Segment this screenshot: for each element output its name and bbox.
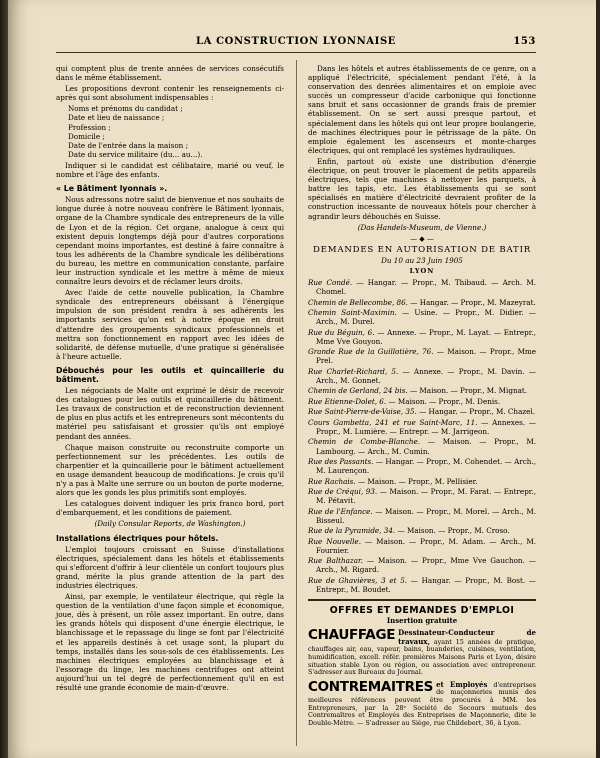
permit-details: — Annexe. — Propr., M. Layat. — Entrepr., Mme Vve Gouyon.: [316, 327, 536, 346]
ornament-diamond: — ◆ —: [410, 234, 434, 243]
permit-street: Rue de l'Enfance.: [308, 506, 373, 516]
heading-batiment: « Le Bâtiment lyonnais ».: [56, 184, 168, 194]
family-paragraph: Indiquer si le candidat est célibataire, marié ou veuf, le nombre et l'âge des enfants.: [56, 160, 284, 180]
permit-details: — Maison. — Propr., M. Farat. — Entrepr., M. Pétavit.: [316, 487, 537, 506]
permit-details: — Maison. — Propr., M. Pellisier.: [355, 476, 478, 486]
heading-installations: Installations électriques pour hôtels.: [56, 533, 219, 543]
permit-street: Rue des Passants.: [308, 457, 374, 467]
permit-street: Rue Charlet-Richard, 5.: [308, 366, 399, 376]
requirements-list: [68, 104, 284, 159]
debouches-paragraph-2: Chaque maison construite ou reconstruite comporte un perfectionnement sur les précédentes. Les outils de charpentier et la quincaillerie pour le bâtiment actuellement en usage demandent beaucoup de modifications. Je crois qu'il n'y a pas à Malte une serrure ou un bouton de porte moderne, alors que les gonds les plus primitifs sont employés.: [56, 442, 284, 498]
permit-street: Grande Rue de la Guillotière, 76.: [308, 347, 434, 357]
permit-details: — Maison. — Propr., M. Denis.: [386, 396, 501, 406]
permit-details: — Maison. — Propr., M. Morel. — Arch., M. Bisseul.: [316, 506, 536, 525]
header-rule: [56, 52, 536, 53]
heading-debouches: Débouchés pour les outils et quincaillerie du bâtiment.: [56, 365, 284, 384]
permit-details: — Hangar. — Propr., M. Bost. — Entrepr., M. Boudet.: [316, 575, 536, 594]
debouches-source: (Daily Consular Reports, de Washington.): [94, 519, 246, 529]
permit-entry: [308, 328, 536, 346]
permit-entry: [308, 418, 536, 436]
permit-entry: [308, 386, 536, 395]
permit-details: — Maison. — Propr., M. Mignat.: [407, 386, 528, 396]
column-rule: [296, 60, 297, 746]
permit-street: Chemin de Combe-Blanche.: [308, 437, 421, 447]
permit-entry: [308, 367, 536, 385]
list-item: Domicile ;: [68, 131, 105, 141]
permit-street: Rue de Créqui, 93.: [308, 487, 378, 497]
list-item: Profession ;: [68, 122, 111, 132]
ad-keyword: CONTREMAITRES: [308, 678, 434, 695]
right-column: [308, 64, 536, 731]
permit-street: Rue Condé.: [308, 278, 353, 288]
intro-paragraph: qui comptent plus de trente années de services consécutifs dans le même établissement.: [56, 64, 284, 83]
permit-details: — Annexes. — Propr., M. Lumière. — Entrepr. — M. Jarrigeon.: [316, 417, 536, 436]
permit-entry: [308, 457, 536, 475]
permit-entry: [308, 397, 536, 406]
demandes-date: Du 10 au 23 Juin 1905: [381, 255, 463, 265]
permit-details: — Maison. — Propr., M. Croso.: [395, 526, 510, 536]
permit-details: — Maison. — Propr., Mme Vve Gauchon. — Arch., M. Rigard.: [316, 556, 536, 575]
permit-details: — Maison. — Propr., M. Adam. — Arch., M. Fournier.: [316, 536, 536, 555]
offres-title: OFFRES ET DEMANDES D'EMPLOI: [329, 605, 515, 617]
permit-entry: [308, 278, 536, 296]
hotels-paragraph-1: Dans les hôtels et autres établissements de ce genre, on a appliqué l'électricité, spécialement pendant l'été, à la conservation des denrées alimentaires et on emploie avec succès un compresseur d'acide carbonique qui fonctionne sans bruit et sans occasionner de grands frais de premier établissement. On se sert aussi presque partout, et spécialement dans les hôtels qui ont leur propre boulangerie, de machines électriques pour le pétrissage de la pâte. On emploie également les ascenseurs et monte-charges électriques, qui ont remplacé les systèmes hydrauliques.: [308, 64, 536, 155]
permit-street: Rue de Ghavières, 3 et 5.: [308, 575, 408, 585]
city-heading: LYON: [409, 266, 435, 275]
demandes-title: DEMANDES EN AUTORISATION DE BATIR: [312, 244, 532, 255]
permit-details: — Hangar. — Propr., M. Cohendet. — Arch., M. Laurençon.: [316, 457, 536, 476]
ad-contremaitres: [308, 678, 536, 728]
hotels-paragraph-2: Enfin, partout où existe une distribution d'énergie électrique, on peut trouver le placement de petits appareils électriques, tels que machines à nettoyer les parquets, à battre les tapis, etc. Les établissements qui se sont spécialisés en matière d'électricité devraient profiter de la construction incessante de nouveaux hôtels pour chercher à agrandir leurs débouchés en Suisse.: [308, 156, 536, 221]
permit-entry: [308, 308, 536, 326]
permit-details: — Maison. — Propr., Mme Prel.: [316, 347, 536, 366]
permit-entry: [308, 437, 536, 455]
permit-street: Rue Saint-Pierre-de-Vaise, 35.: [308, 407, 417, 417]
list-item: Date du service militaire (du... au...).: [68, 149, 203, 159]
requirements-paragraph: Les propositions devront contenir les renseignements ci-après qui sont absolument indispensables :: [56, 84, 284, 103]
ad-chauffage: [308, 629, 536, 677]
permit-street: Rue Nouvelle.: [308, 536, 361, 546]
permit-street: Chemin de Gerland, 24 bis.: [308, 386, 408, 396]
list-item: Noms et prénoms du candidat ;: [68, 104, 183, 114]
permit-street: Chemin Saint-Maximin.: [308, 308, 397, 318]
offres-subtitle: Insertion gratuite: [386, 616, 458, 626]
permit-street: Rue de la Pyramide, 34.: [308, 526, 396, 536]
permit-entry: [308, 477, 536, 486]
permit-details: — Annexe. — Propr., M. Davin. — Arch., M. Gonnet.: [316, 366, 536, 385]
section-rule: [308, 599, 536, 601]
hotels-source: (Das Handels-Museum, de Vienne.): [357, 222, 487, 232]
permit-entry: [308, 526, 536, 535]
ad-lead: et Employés: [436, 679, 488, 689]
book-binding: [0, 0, 8, 758]
permit-entry: [308, 347, 536, 365]
permit-details: — Usine. — Propr., M. Didier. — Arch., M. Durel.: [316, 308, 536, 327]
left-column: [56, 64, 284, 694]
ad-keyword: CHAUFFAGE: [308, 627, 396, 644]
permit-entry: [308, 298, 536, 307]
permit-street: Rue Balthazar.: [308, 556, 363, 566]
running-header: [56, 36, 536, 50]
installations-paragraph-1: L'emploi toujours croissant en Suisse d'installations électriques, spécialement dans les hôtels et établissements qui s'efforcent d'offrir à leur clientèle un confort toujours plus grand, mérite la plus grande attention de la part des industries électriques.: [56, 544, 284, 590]
permit-list: [308, 278, 536, 594]
permit-street: Rue Rachais.: [308, 476, 356, 486]
list-item: Date et lieu de naissance ;: [68, 113, 165, 123]
ad-body: ayant 15 années de pratique, chauffages air, eau, vapeur, bains, buanderies, cuisines, ventilation, humidification, excell. référ. premières Maisons Paris et Lyon, désire situation stable Lyon ou région, ou association avec entrepreneur. S'adresser aux Bureaux du Journal.: [308, 637, 536, 677]
permit-entry: [308, 487, 536, 505]
permit-street: Rue du Béguin, 6.: [308, 327, 375, 337]
list-item: Date de l'entrée dans la maison ;: [68, 140, 188, 150]
permit-entry: [308, 507, 536, 525]
permit-entry: [308, 537, 536, 555]
permit-street: Rue Etienne-Dolet, 6.: [308, 396, 387, 406]
permit-details: — Maison. — Propr., M. Lambourg. — Arch., M. Cumin.: [316, 437, 536, 456]
debouches-paragraph-1: Les négociants de Malte ont exprimé le désir de recevoir des catalogues pour les outils et quincaillerie du bâtiment. Les travaux de construction et de reconstruction deviennent de plus en plus actifs et les entrepreneurs sont mécontents du matériel peu satisfaisant et grossier qu'ils ont employé pendant des années.: [56, 386, 284, 441]
permit-entry: [308, 407, 536, 416]
permit-street: Cours Gambetta, 241 et rue Saint-Marc, 11.: [308, 417, 478, 427]
permit-details: — Hangar. — Propr., M. Thibaud. — Arch. M. Chomel.: [316, 278, 536, 297]
page-number: 153: [513, 36, 536, 47]
permit-entry: [308, 576, 536, 594]
batiment-paragraph-2: Avec l'aide de cette nouvelle publication, la Chambre syndicale des entrepreneurs obéissant à l'énergique impulsion de son président rendra à ses adhérents les importants services qu'on est à notre époque en droit d'attendre des groupements syndicaux professionnels et mettra son fonctionnement en rapport avec les idées de solidarité, de défense mutuelle, d'une pratique si généralisée à l'heure actuelle.: [56, 288, 284, 361]
batiment-paragraph-1: Nous adressons notre salut de bienvenue et nos souhaits de longue durée à notre nouveau confrère le Bâtiment lyonnais, organe de la Chambre syndicale des entrepreneurs de la ville de Lyon et de la région. Cet organe, analogue à ceux qui existent depuis longtemps déjà pour d'autres corporations cependant moins importantes, est destiné à faire connaître à tous les adhérents de la Chambre syndicale les délibérations du bureau, les mettre en communication constante, parfaire leur instruction syndicale et les mettre à même de mieux connaître leurs devoirs et de réclamer leurs droits.: [56, 195, 284, 287]
permit-street: Chemin de Bellecombe, 86.: [308, 297, 408, 307]
ad-lead: Dessinateur-Conducteur de travaux,: [398, 628, 536, 646]
installations-paragraph-2: Ainsi, par exemple, le ventilateur électrique, qui règle la question de la ventilation d'une façon simple et économique, joue, dès à présent, un rôle assez important. En outre, dans les grands hôtels qui disposent d'une énergie électrique, le blanchissage et le repassage du linge se font par l'électricité et les appareils destinés à cet usage sont, la plupart du temps, installés dans les sous-sols de ces établissements. Les machines électriques employées au blanchissage et à l'essorage du linge, les machines centrifuges ont atteint aujourd'hui un tel degré de perfectionnement qu'il en est résulté une grande économie de main-d'œuvre.: [56, 592, 284, 692]
permit-entry: [308, 556, 536, 574]
permit-details: — Hangar. — Propr., M. Mazeyrat.: [407, 297, 536, 307]
permit-details: — Hangar. — Propr., M. Chazel.: [416, 407, 535, 417]
ad-body: d'entreprises de maçonneries munis des meilleures références peuvent être procurés à MM. les Entrepreneurs, par la 28ᵉ Société de Secours mutuels des Contremaîtres et Employés des Entreprises de Maçonnerie, dite le Double-Mètre. — S'adresser au Siège, rue Childebert, 36, à Lyon.: [308, 680, 536, 727]
journal-title: LA CONSTRUCTION LYONNAISE: [196, 36, 396, 47]
debouches-paragraph-3: Les catalogues doivent indiquer les prix franco bord, port d'embarquement, et les conditions de paiement.: [56, 499, 284, 518]
